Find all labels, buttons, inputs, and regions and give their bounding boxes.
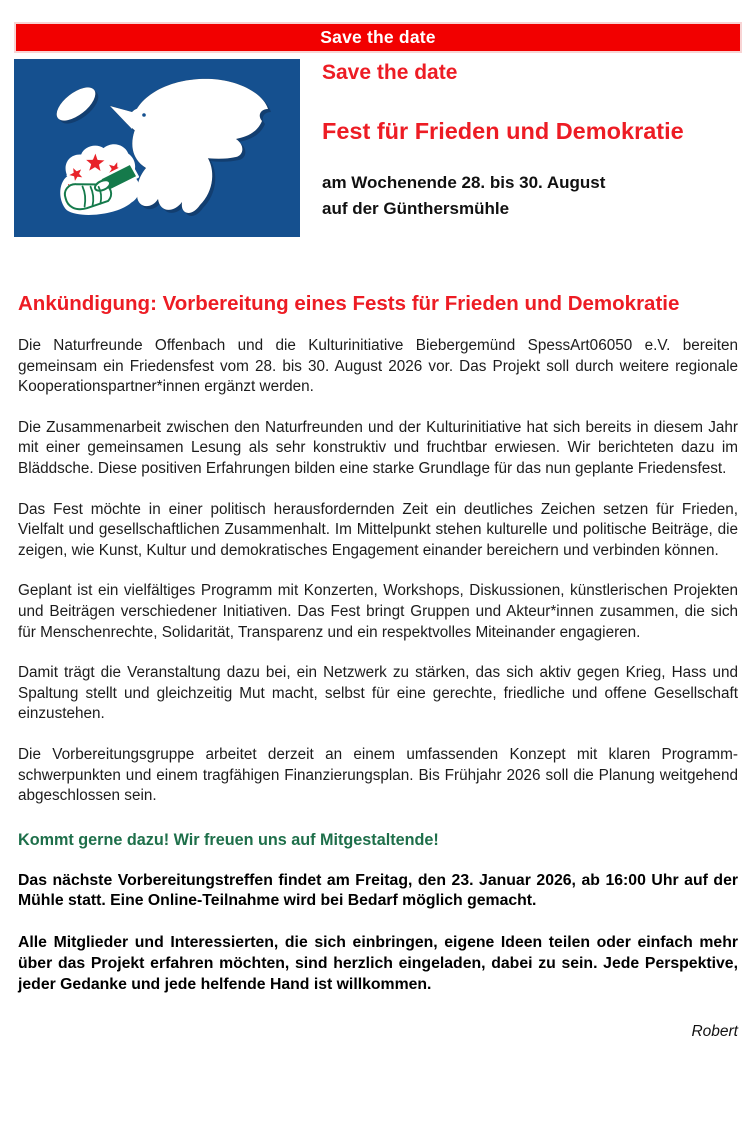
event-date-line2: auf der Günthersmühle xyxy=(322,199,510,218)
highlight-text: Kommt gerne dazu! Wir freuen uns auf Mitgestaltende! xyxy=(18,830,439,849)
invitation-paragraph: Alle Mitglieder und Interessierten, die sich einbringen, eigene Ideen teilen oder einfach mehr über das Projekt erfahren möchten, sind herzlich eingeladen, dabei zu sein. Jede Perspektive, jeder Gedanke und jede helfende Hand ist willkommen. xyxy=(18,934,738,993)
page xyxy=(0,22,756,1129)
peace-dove-image xyxy=(14,59,300,237)
article-paragraph: Geplant ist ein vielfältiges Programm mit Konzerten, Workshops, Diskussionen, künstlerischen Projekten und Beiträgen verschiedener Initiativen. Das Fest bringt Gruppen und Akteur*innen zusammen, die sich für Menschenrechte, Solidarität, Transparenz und ein respektvolles Miteinander engagieren. xyxy=(18,582,738,641)
meeting-paragraph: Das nächste Vorbereitungstreffen findet am Freitag, den 23. Januar 2026, ab 16:00 Uhr auf der Mühle statt. Eine Online-Teilnahme wird bei Bedarf möglich gemacht. xyxy=(18,871,738,910)
announcement-heading: Ankündigung: Vorbereitung eines Fests für Frieden und Demokratie xyxy=(18,292,680,315)
banner-title: Save the date xyxy=(320,27,436,47)
signature: Robert xyxy=(691,1022,738,1040)
article-paragraph: Damit trägt die Veranstaltung dazu bei, ein Netzwerk zu stärken, das sich aktiv gegen Krieg, Hass und Spaltung stellt und gleichzeitig Mut macht, selbst für eine gerechte, friedliche und offene Gesellschaft einzustehen. xyxy=(18,664,738,723)
top-banner xyxy=(14,22,742,53)
event-title: Fest für Frieden und Demokratie xyxy=(322,118,684,144)
hero-section xyxy=(14,59,742,237)
dove-eye xyxy=(142,113,146,117)
article-paragraph: Die Naturfreunde Offenbach und die Kulturinitiative Biebergemünd SpessArt06050 e.V. bereiten gemeinsam ein Friedensfest vom 28. bis 30. August 2026 vor. Das Projekt soll durch weitere regionale Kooperationspartner*innen ergänzt werden. xyxy=(18,337,738,396)
article-paragraph: Die Zusammenarbeit zwischen den Naturfreunden und der Kulturinitiative hat sich bereits in diesem Jahr mit einer gemeinsamen Lesung als sehr konstruktiv und fruchtbar erwiesen. Wir berichteten dazu im Bläddsche. Diese positiven Erfahrungen bilden eine starke Grundlage für das nun geplante Friedensfest. xyxy=(18,418,738,477)
article-paragraph: Das Fest möchte in einer politisch herausfordernden Zeit ein deutliches Zeichen setzen für Frieden, Vielfalt und gesellschaftlichen Zusammenhalt. Im Mittelpunkt stehen kulturelle und politische Beiträge, die zeigen, wie Kunst, Kultur und demokratisches Engagement einander bereichern und verbinden können. xyxy=(18,500,738,559)
article-paragraph: Die Vorbereitungsgruppe arbeitet derzeit an einem umfassenden Konzept mit klaren Programmschwerpunkten und einem tragfähigen Finanzierungsplan. Bis Frühjahr 2026 soll die Planung weitgehend abgeschlossen sein. xyxy=(18,745,738,805)
article xyxy=(18,292,738,1041)
event-date-line1: am Wochenende 28. bis 30. August xyxy=(322,173,606,192)
save-the-date-label: Save the date xyxy=(322,61,458,84)
hero-text xyxy=(300,59,684,237)
event-dates xyxy=(322,170,684,222)
